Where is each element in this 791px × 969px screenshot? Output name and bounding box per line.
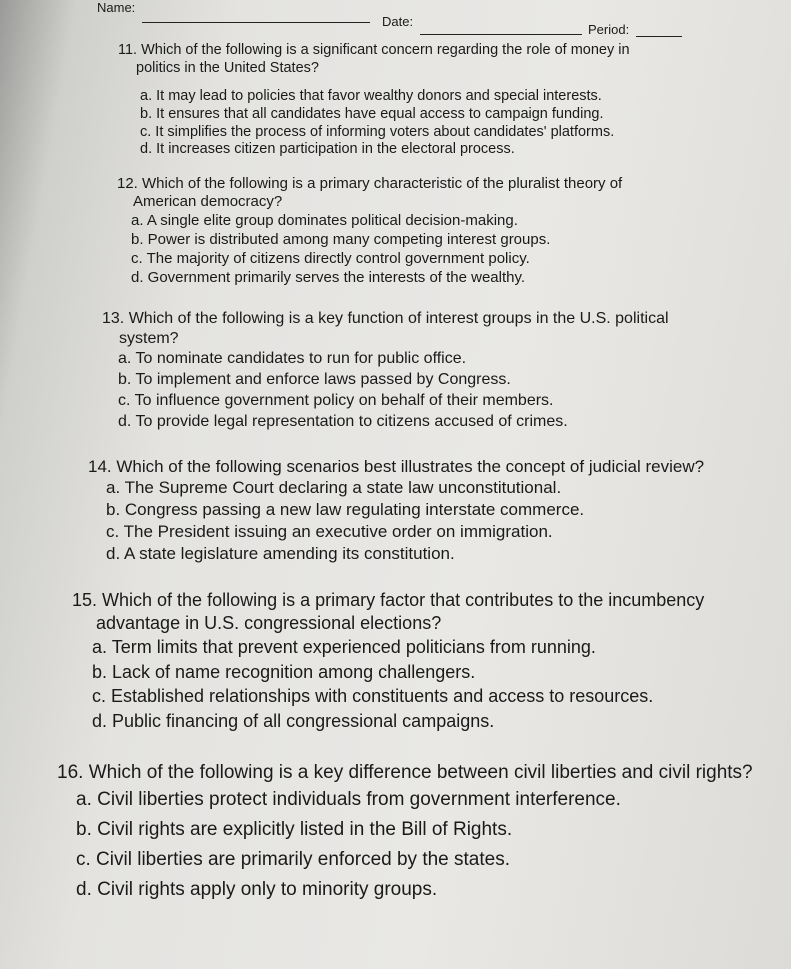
option-c[interactable]: c. The majority of citizens directly control government policy. (131, 250, 530, 267)
option-d[interactable]: d. Civil rights apply only to minority groups. (76, 879, 438, 900)
question-stem: 12. Which of the following is a primary characteristic of the pluralist theory of (117, 175, 623, 192)
option-d[interactable]: d. Government primarily serves the interests of the wealthy. (131, 269, 526, 286)
name-blank[interactable] (142, 22, 370, 23)
question-stem: 16. Which of the following is a key difference between civil liberties and civil rights? (57, 762, 753, 783)
option-d[interactable]: d. To provide legal representation to citizens accused of crimes. (118, 413, 568, 430)
option-a[interactable]: a. Term limits that prevent experienced politicians from running. (92, 637, 596, 657)
question-stem-cont: system? (119, 330, 179, 347)
option-a[interactable]: a. To nominate candidates to run for public office. (118, 350, 467, 367)
period-blank[interactable] (636, 36, 682, 37)
option-c[interactable]: c. To influence government policy on behalf of their members. (118, 392, 554, 409)
option-b[interactable]: b. Lack of name recognition among challengers. (92, 662, 476, 682)
option-a[interactable]: a. Civil liberties protect individuals from government interference. (76, 789, 621, 810)
option-c[interactable]: c. Established relationships with constituents and access to resources. (92, 686, 654, 706)
question-stem: 15. Which of the following is a primary factor that contributes to the incumbency (72, 590, 705, 610)
option-b[interactable]: b. Congress passing a new law regulating interstate commerce. (106, 500, 585, 519)
option-d[interactable]: d. Public financing of all congressional campaigns. (92, 711, 495, 731)
date-blank[interactable] (420, 34, 582, 35)
option-d[interactable]: d. A state legislature amending its constitution. (106, 544, 455, 563)
option-b[interactable]: b. Power is distributed among many competing interest groups. (131, 231, 551, 248)
option-a[interactable]: a. A single elite group dominates political decision-making. (131, 212, 518, 229)
question-stem: 11. Which of the following is a significant concern regarding the role of money in (118, 42, 630, 58)
period-label: Period: (588, 22, 630, 37)
option-b[interactable]: b. Civil rights are explicitly listed in the Bill of Rights. (76, 819, 513, 840)
option-b[interactable]: b. To implement and enforce laws passed by Congress. (118, 371, 511, 388)
name-label: Name: (97, 0, 136, 15)
option-c[interactable]: c. Civil liberties are primarily enforced by the states. (76, 849, 510, 870)
question-stem-cont: American democracy? (133, 193, 283, 210)
date-label: Date: (382, 14, 414, 29)
question-stem-cont: politics in the United States? (136, 60, 319, 76)
option-c[interactable]: c. The President issuing an executive order on immigration. (106, 522, 553, 541)
option-c[interactable]: c. It simplifies the process of informing voters about candidates' platforms. (140, 124, 615, 140)
question-stem-cont: advantage in U.S. congressional elections? (96, 613, 442, 633)
question-stem: 14. Which of the following scenarios best illustrates the concept of judicial review? (88, 457, 705, 476)
option-a[interactable]: a. It may lead to policies that favor wealthy donors and special interests. (140, 88, 602, 104)
question-stem: 13. Which of the following is a key function of interest groups in the U.S. political (102, 310, 669, 327)
option-d[interactable]: d. It increases citizen participation in the electoral process. (140, 141, 515, 157)
option-b[interactable]: b. It ensures that all candidates have equal access to campaign funding. (140, 106, 604, 122)
option-a[interactable]: a. The Supreme Court declaring a state law unconstitutional. (106, 478, 562, 497)
